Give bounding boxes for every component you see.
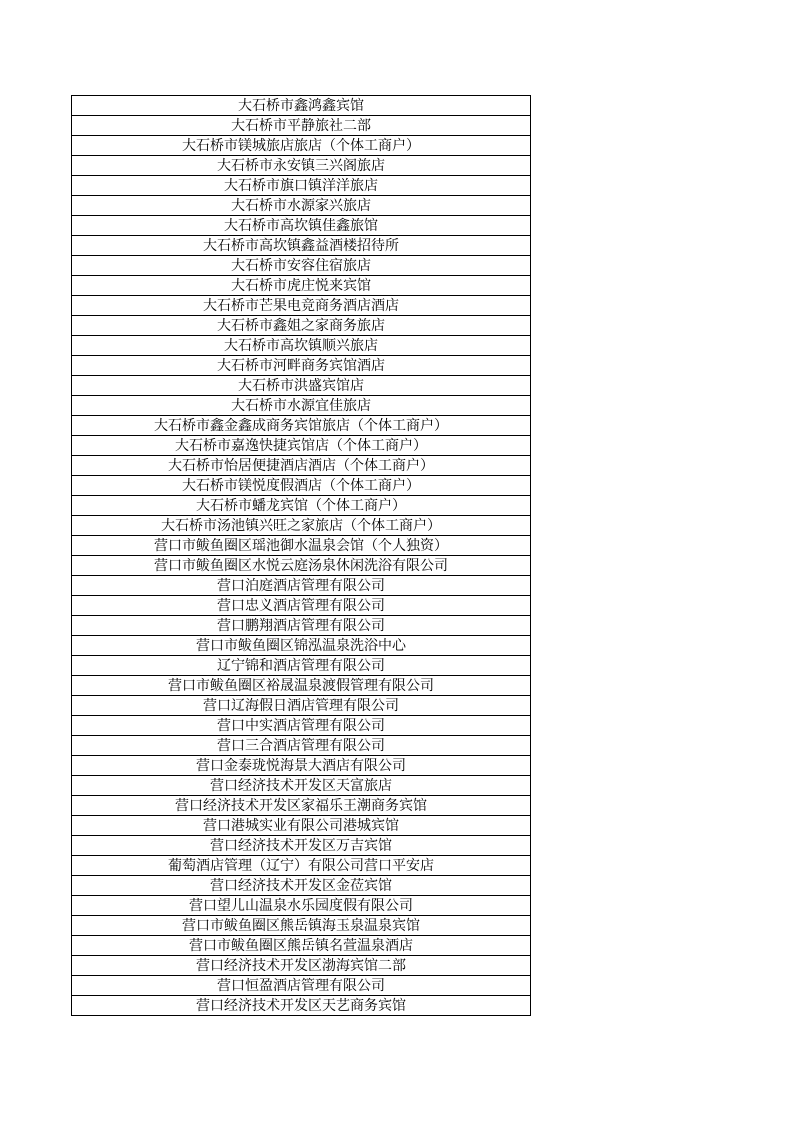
table-row (72, 816, 531, 836)
table-row (72, 616, 531, 636)
table-cell-name[interactable]: 营口望儿山温泉水乐园度假有限公司 (72, 896, 531, 916)
table-cell-name[interactable]: 大石桥市鑫金鑫成商务宾馆旅店（个体工商户） (72, 416, 531, 436)
table-row (72, 356, 531, 376)
table-row (72, 236, 531, 256)
table-row (72, 176, 531, 196)
table-row (72, 276, 531, 296)
table-cell-name[interactable]: 大石桥市高坎镇佳鑫旅馆 (72, 216, 531, 236)
table-cell-name[interactable]: 营口辽海假日酒店管理有限公司 (72, 696, 531, 716)
table-cell-name[interactable]: 大石桥市平静旅社二部 (72, 116, 531, 136)
table-row (72, 476, 531, 496)
table-cell-name[interactable]: 营口三合酒店管理有限公司 (72, 736, 531, 756)
hotel-name-table (71, 95, 531, 1016)
table-cell-name[interactable]: 营口市鲅鱼圈区水悦云庭汤泉休闲洗浴有限公司 (72, 556, 531, 576)
table-row (72, 436, 531, 456)
table-row (72, 336, 531, 356)
table-row (72, 256, 531, 276)
table-row (72, 736, 531, 756)
table-row (72, 416, 531, 436)
table-cell-name[interactable]: 大石桥市河畔商务宾馆酒店 (72, 356, 531, 376)
table-row (72, 696, 531, 716)
table-cell-name[interactable]: 营口市鲅鱼圈区裕晟温泉渡假管理有限公司 (72, 676, 531, 696)
table-cell-name[interactable]: 大石桥市高坎镇顺兴旅店 (72, 336, 531, 356)
table-row (72, 496, 531, 516)
table-cell-name[interactable]: 营口经济技术开发区渤海宾馆二部 (72, 956, 531, 976)
table-cell-name[interactable]: 营口中实酒店管理有限公司 (72, 716, 531, 736)
table-row (72, 516, 531, 536)
table-cell-name[interactable]: 营口金泰珑悦海景大酒店有限公司 (72, 756, 531, 776)
table-row (72, 596, 531, 616)
table-row (72, 156, 531, 176)
table-row (72, 836, 531, 856)
table-cell-name[interactable]: 大石桥市芒果电竞商务酒店酒店 (72, 296, 531, 316)
table-row (72, 196, 531, 216)
table-row (72, 556, 531, 576)
table-row (72, 576, 531, 596)
table-cell-name[interactable]: 大石桥市水源宜佳旅店 (72, 396, 531, 416)
table-cell-name[interactable]: 大石桥市水源家兴旅店 (72, 196, 531, 216)
table-row (72, 876, 531, 896)
table-row (72, 456, 531, 476)
table-cell-name[interactable]: 营口鹏翔酒店管理有限公司 (72, 616, 531, 636)
table-row (72, 96, 531, 116)
table-row (72, 396, 531, 416)
table-cell-name[interactable]: 大石桥市汤池镇兴旺之家旅店（个体工商户） (72, 516, 531, 536)
table-cell-name[interactable]: 营口市鲅鱼圈区熊岳镇名萱温泉酒店 (72, 936, 531, 956)
table-cell-name[interactable]: 大石桥市安容住宿旅店 (72, 256, 531, 276)
table-row (72, 536, 531, 556)
table-cell-name[interactable]: 营口经济技术开发区天艺商务宾馆 (72, 996, 531, 1016)
table-cell-name[interactable]: 大石桥市洪盛宾馆店 (72, 376, 531, 396)
table-cell-name[interactable]: 辽宁锦和酒店管理有限公司 (72, 656, 531, 676)
table-row (72, 796, 531, 816)
table-cell-name[interactable]: 大石桥市嘉逸快捷宾馆店（个体工商户） (72, 436, 531, 456)
table-cell-name[interactable]: 大石桥市虎庄悦来宾馆 (72, 276, 531, 296)
table-row (72, 296, 531, 316)
table-row (72, 896, 531, 916)
table-row (72, 936, 531, 956)
table-cell-name[interactable]: 大石桥市怡居便捷酒店酒店（个体工商户） (72, 456, 531, 476)
table-row (72, 976, 531, 996)
table-row (72, 916, 531, 936)
table-cell-name[interactable]: 大石桥市鑫鸿鑫宾馆 (72, 96, 531, 116)
table-cell-name[interactable]: 营口经济技术开发区家福乐王潮商务宾馆 (72, 796, 531, 816)
table-cell-name[interactable]: 大石桥市永安镇三兴阁旅店 (72, 156, 531, 176)
table-row (72, 216, 531, 236)
table-cell-name[interactable]: 营口市鲅鱼圈区瑶池御水温泉会馆（个人独资） (72, 536, 531, 556)
table-cell-name[interactable]: 营口忠义酒店管理有限公司 (72, 596, 531, 616)
table-row (72, 856, 531, 876)
table-row (72, 116, 531, 136)
table-cell-name[interactable]: 营口经济技术开发区天富旅店 (72, 776, 531, 796)
table-cell-name[interactable]: 营口泊庭酒店管理有限公司 (72, 576, 531, 596)
table-cell-name[interactable]: 营口港城实业有限公司港城宾馆 (72, 816, 531, 836)
table-cell-name[interactable]: 大石桥市镁悦度假酒店（个体工商户） (72, 476, 531, 496)
table-row (72, 956, 531, 976)
table-row (72, 656, 531, 676)
table-cell-name[interactable]: 大石桥市镁城旅店旅店（个体工商户） (72, 136, 531, 156)
table-cell-name[interactable]: 营口经济技术开发区金莅宾馆 (72, 876, 531, 896)
table-row (72, 996, 531, 1016)
table-cell-name[interactable]: 大石桥市鑫姐之家商务旅店 (72, 316, 531, 336)
table-row (72, 756, 531, 776)
table-cell-name[interactable]: 大石桥市高坎镇鑫益酒楼招待所 (72, 236, 531, 256)
table-row (72, 676, 531, 696)
table-cell-name[interactable]: 营口恒盈酒店管理有限公司 (72, 976, 531, 996)
table-row (72, 136, 531, 156)
table-cell-name[interactable]: 葡萄酒店管理（辽宁）有限公司营口平安店 (72, 856, 531, 876)
table-row (72, 636, 531, 656)
table-row (72, 716, 531, 736)
table-cell-name[interactable]: 大石桥市旗口镇洋洋旅店 (72, 176, 531, 196)
table-body (72, 96, 531, 1016)
table-cell-name[interactable]: 大石桥市蟠龙宾馆（个体工商户） (72, 496, 531, 516)
table-cell-name[interactable]: 营口经济技术开发区万吉宾馆 (72, 836, 531, 856)
table-row (72, 376, 531, 396)
table-cell-name[interactable]: 营口市鲅鱼圈区熊岳镇海玉泉温泉宾馆 (72, 916, 531, 936)
table-row (72, 776, 531, 796)
table-row (72, 316, 531, 336)
table-cell-name[interactable]: 营口市鲅鱼圈区锦泓温泉洗浴中心 (72, 636, 531, 656)
